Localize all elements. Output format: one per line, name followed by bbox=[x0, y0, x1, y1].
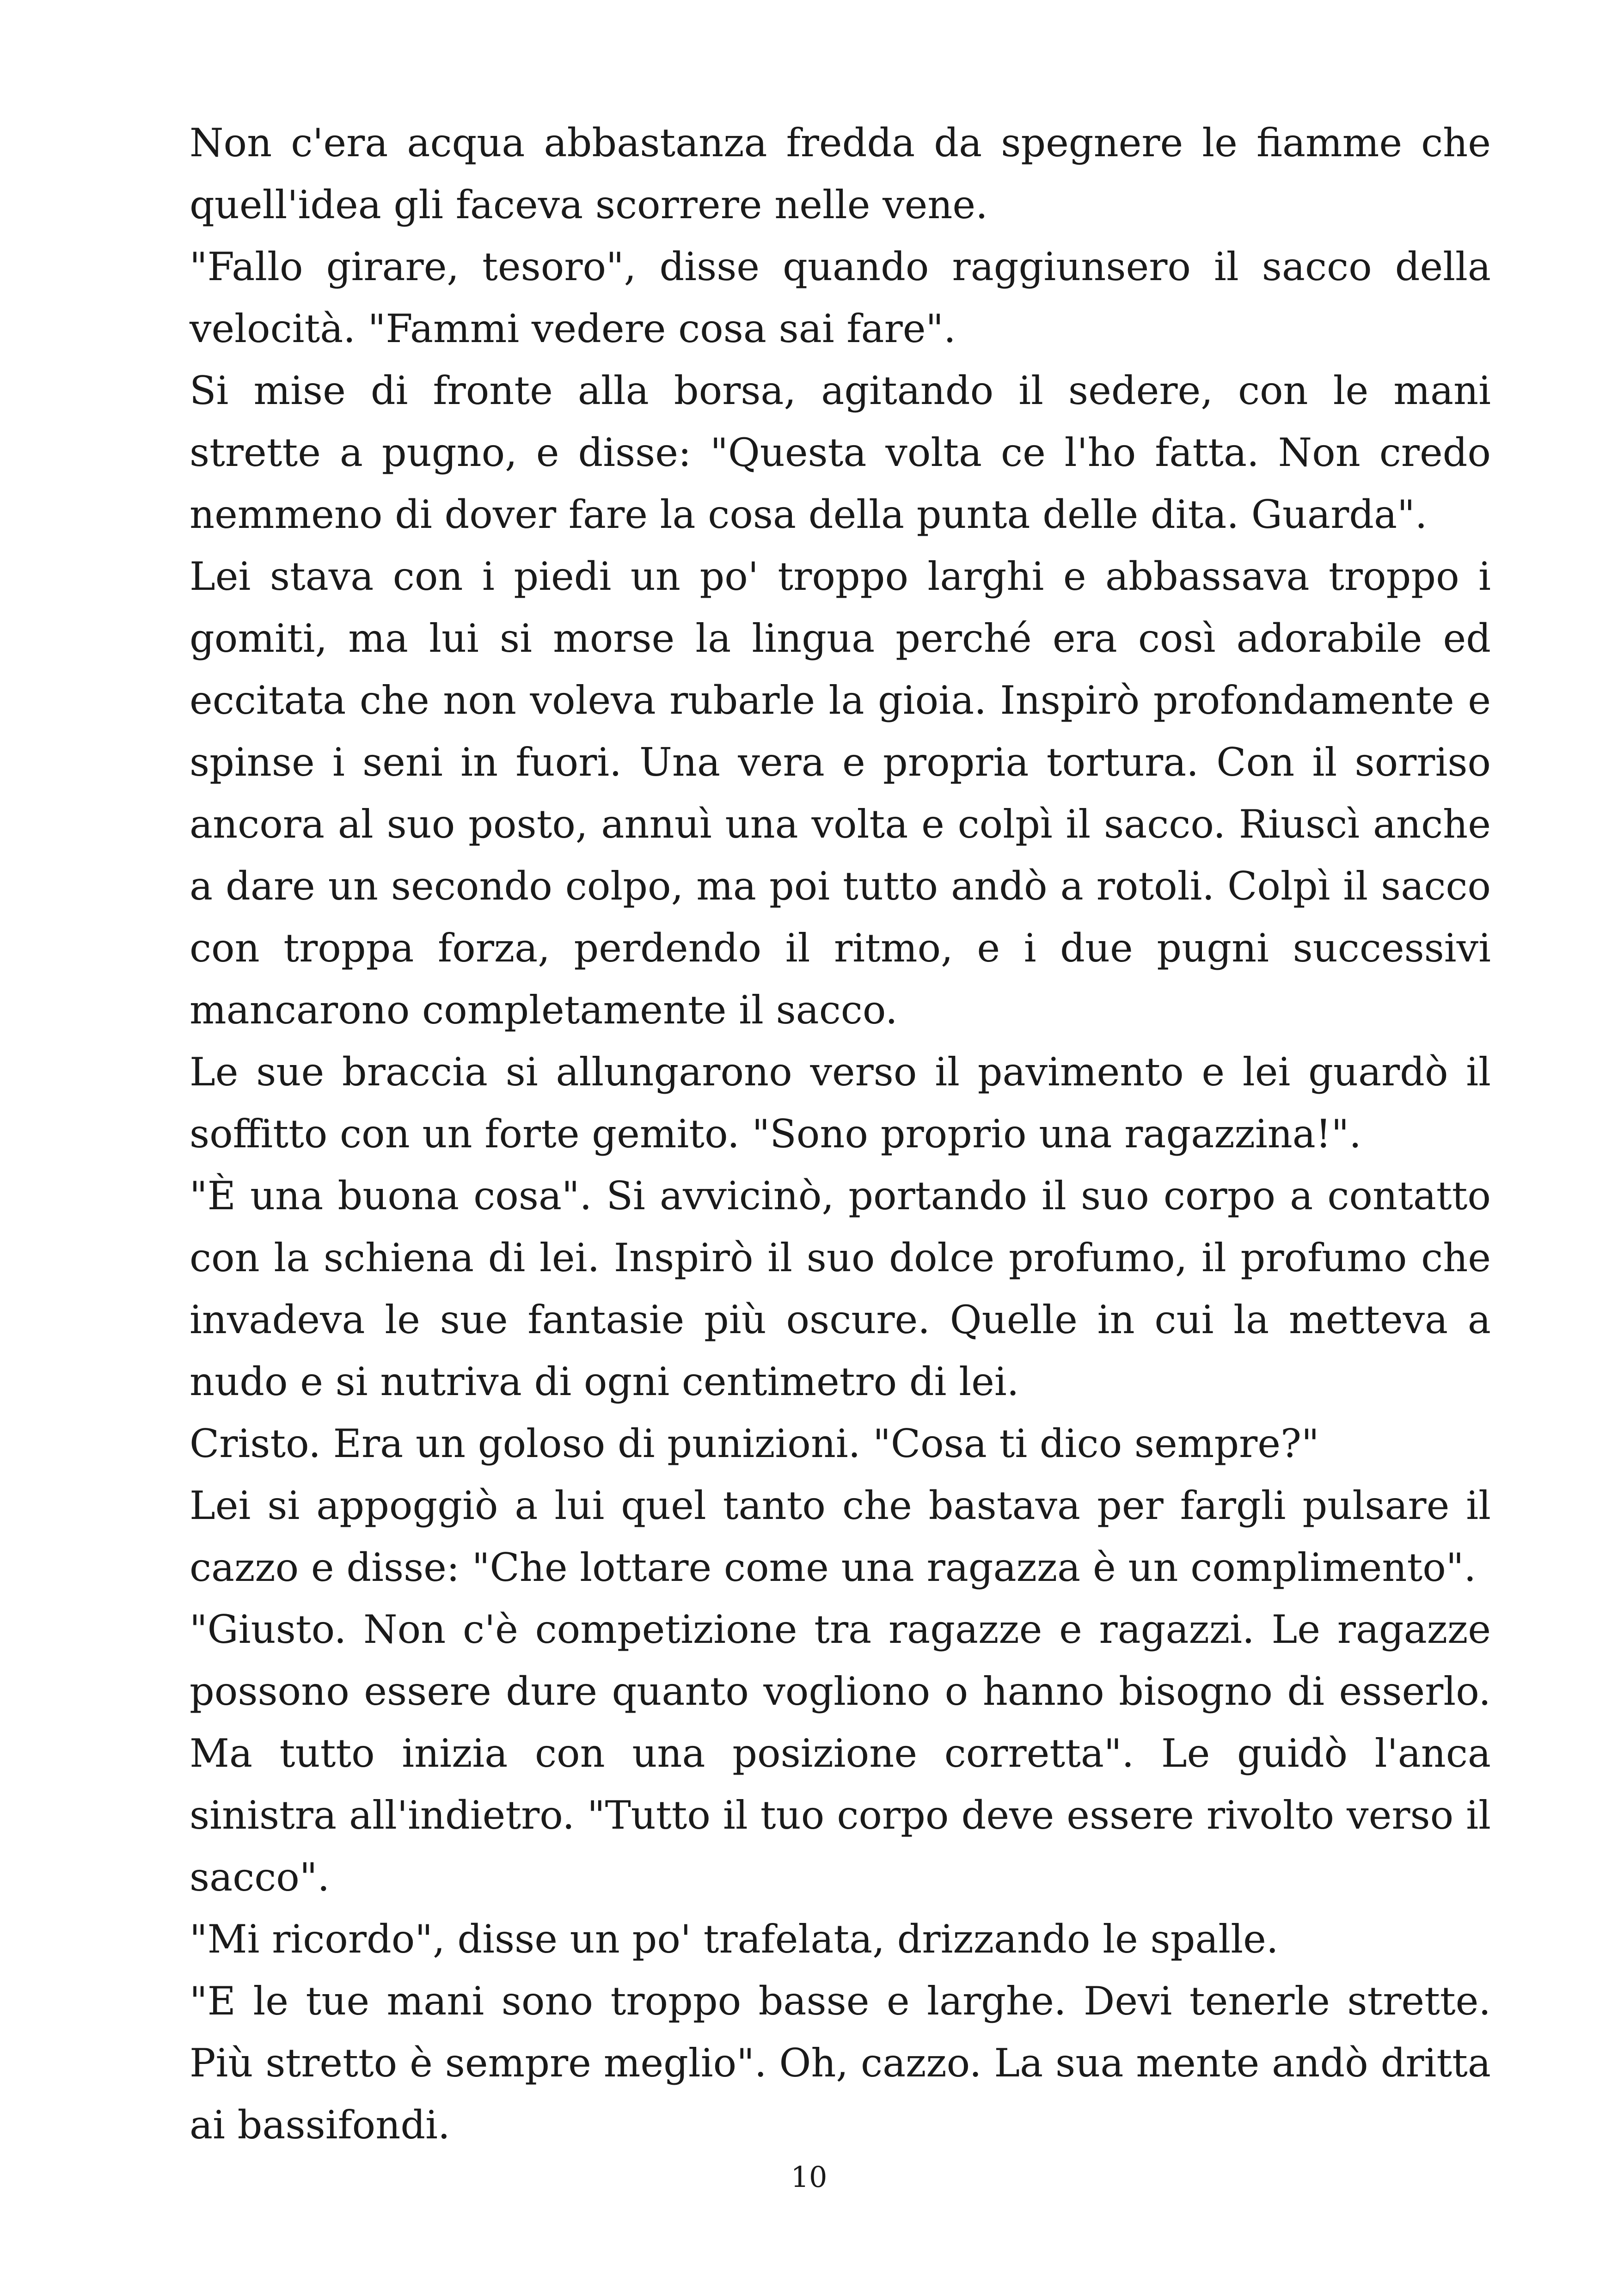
paragraph-11: "E le tue mani sono troppo basse e larghe. Devi tenerle strette. Più stretto è sempre meglio". Oh, cazzo. La sua mente andò dritta ai bassifondi. bbox=[190, 1978, 1491, 2148]
paragraph-9: "Giusto. Non c'è competizione tra ragazze e ragazzi. Le ragazze possono essere dure quanto vogliono o hanno bisogno di esserlo. Ma tutto inizia con una posizione corretta". Le guidò l'anca sinistra all'indietro. "Tutto il tuo corpo deve essere rivolto verso il sacco". bbox=[190, 1607, 1491, 1900]
paragraph-1: Non c'era acqua abbastanza fredda da spegnere le fiamme che quell'idea gli faceva scorrere nelle vene. bbox=[190, 120, 1491, 227]
paragraph-8: Lei si appoggiò a lui quel tanto che bastava per fargli pulsare il cazzo e disse: "Che lottare come una ragazza è un complimento". bbox=[190, 1483, 1491, 1590]
page-number: 10 bbox=[791, 2160, 827, 2194]
paragraph-7: Cristo. Era un goloso di punizioni. "Cosa ti dico sempre?" bbox=[190, 1421, 1319, 1466]
paragraph-3: Si mise di fronte alla borsa, agitando il sedere, con le mani strette a pugno, e disse: "Questa volta ce l'ho fatta. Non credo nemmeno di dover fare la cosa della punta delle dita. Guarda". bbox=[190, 368, 1491, 537]
paragraph-2: "Fallo girare, tesoro", disse quando raggiunsero il sacco della velocità. "Fammi vedere cosa sai fare". bbox=[190, 244, 1491, 351]
paragraph-5: Le sue braccia si allungarono verso il pavimento e lei guardò il soffitto con un forte gemito. "Sono proprio una ragazzina!". bbox=[190, 1049, 1491, 1157]
paragraph-10: "Mi ricordo", disse un po' trafelata, drizzando le spalle. bbox=[190, 1916, 1279, 1962]
body-text bbox=[190, 112, 1491, 2156]
paragraph-6: "È una buona cosa". Si avvicinò, portando il suo corpo a contatto con la schiena di lei. Inspirò il suo dolce profumo, il profumo che invadeva le sue fantasie più oscure. Quelle in cui la metteva a nudo e si nutriva di ogni centimetro di lei. bbox=[190, 1173, 1491, 1404]
paragraph-4: Lei stava con i piedi un po' troppo larghi e abbassava troppo i gomiti, ma lui si morse la lingua perché era così adorabile ed eccitata che non voleva rubarle la gioia. Inspirò profondamente e spinse i seni in fuori. Una vera e propria tortura. Con il sorriso ancora al suo posto, annuì una volta e colpì il sacco. Riuscì anche a dare un secondo colpo, ma poi tutto andò a rotoli. Colpì il sacco con troppa forza, perdendo il ritmo, e i due pugni successivi mancarono completamente il sacco. bbox=[190, 554, 1491, 1033]
